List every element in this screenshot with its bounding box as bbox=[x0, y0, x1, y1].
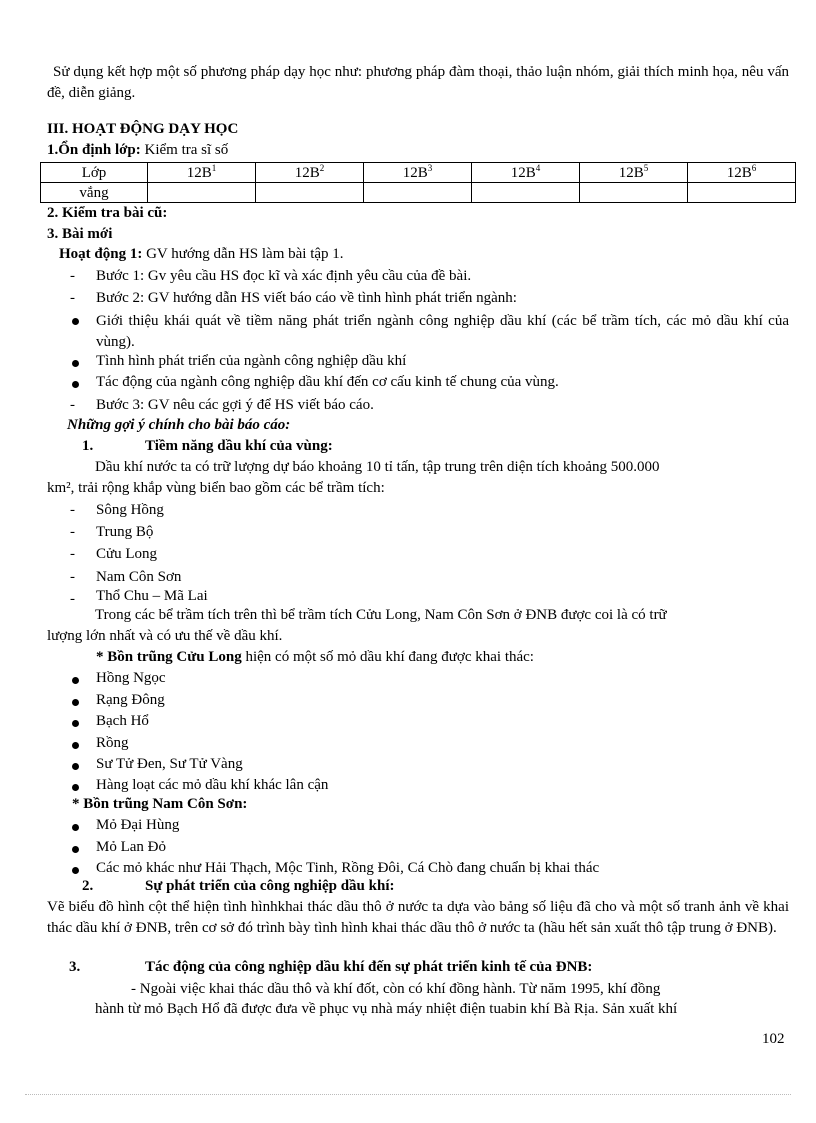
absent-row bbox=[41, 183, 796, 203]
basin-item: Nam Côn Sơn bbox=[96, 569, 182, 585]
dash-icon: - bbox=[70, 546, 75, 562]
part3-number: 3. bbox=[69, 959, 81, 975]
absent-label-cell: vắng bbox=[41, 183, 148, 203]
bullet-icon bbox=[72, 846, 79, 853]
page-number: 102 bbox=[762, 1031, 785, 1047]
bullet-icon bbox=[72, 318, 79, 325]
bullet-item: Giới thiệu khái quát về tiềm năng phát triển ngành công nghiệp dầu khí (các bể trầm tích, các mỏ dầu khí của vùng). bbox=[96, 313, 789, 350]
bullet-icon bbox=[72, 699, 79, 706]
new-lesson-heading: 3. Bài mới bbox=[47, 226, 113, 242]
namcon-heading: * Bồn trũng Nam Côn Sơn: bbox=[72, 796, 248, 812]
dash-icon: - bbox=[70, 268, 75, 284]
bullet-icon bbox=[72, 677, 79, 684]
bullet-icon bbox=[72, 763, 79, 770]
absent-cell bbox=[256, 183, 364, 203]
absent-cell bbox=[472, 183, 580, 203]
guide-title: Những gợi ý chính cho bài báo cáo: bbox=[67, 417, 291, 433]
part3-line2: hành từ mỏ Bạch Hổ đã được đưa về phục vụ nhà máy nhiệt điện tuabin khí Bà Rịa. Sản xuất khí bbox=[95, 1001, 678, 1017]
basin-item: Cửu Long bbox=[96, 546, 158, 562]
bullet-icon bbox=[72, 742, 79, 749]
absent-cell bbox=[580, 183, 688, 203]
dash-icon: - bbox=[70, 290, 75, 306]
bullet-icon bbox=[72, 381, 79, 388]
step-item: Bước 1: Gv yêu cầu HS đọc kĩ và xác định yêu cầu của đề bài. bbox=[96, 268, 472, 284]
bullet-icon bbox=[72, 784, 79, 791]
intro-paragraph: Sử dụng kết hợp một số phương pháp dạy học như: phương pháp đàm thoại, thảo luận nhóm, giải thích minh họa, nêu vấn đề, diễn giảng. bbox=[47, 64, 789, 101]
class-check-text: Kiểm tra sĩ số bbox=[140, 142, 229, 158]
absent-cell bbox=[148, 183, 256, 203]
part1-paragraph-line2: km², trải rộng khắp vùng biển bao gồm các bể trầm tích: bbox=[47, 480, 385, 496]
section-heading: III. HOẠT ĐỘNG DẠY HỌC bbox=[47, 121, 239, 137]
part1-number: 1. bbox=[82, 438, 94, 454]
class-cell: $12B^4$ bbox=[472, 163, 580, 183]
part2-paragraph: Vẽ biểu đồ hình cột thể hiện tình hìnhkhai thác dầu thô ở nước ta dựa vào bảng số liệu đã cho và một số tranh ảnh về khai thác dầu khí ở ĐNB, trên cơ sở đó trình bày tình hình khai thác dầu thô ở nước ta (hầu hết sản xuất thô tập trung ở ĐNB). bbox=[47, 899, 789, 936]
oilfield-item: Mỏ Đại Hùng bbox=[96, 817, 180, 833]
attendance-header-row bbox=[41, 163, 796, 183]
activity-line bbox=[59, 246, 344, 263]
oilfield-item: Hàng loạt các mỏ dầu khí khác lân cận bbox=[96, 777, 329, 793]
bullet-icon bbox=[72, 867, 79, 874]
step-item: Bước 3: GV nêu các gợi ý để HS viết báo cáo. bbox=[96, 397, 374, 413]
old-lesson-heading: 2. Kiểm tra bài cũ: bbox=[47, 205, 168, 221]
basin-item: Trung Bộ bbox=[96, 524, 154, 540]
class-check-label: 1.Ổn định lớp: bbox=[47, 142, 141, 158]
oilfield-item: Hồng Ngọc bbox=[96, 670, 166, 686]
absent-cell bbox=[364, 183, 472, 203]
part3-title: Tác động của công nghiệp dầu khí đến sự phát triển kinh tế của ĐNB: bbox=[145, 959, 593, 975]
basin-item: Thổ Chu – Mã Lai bbox=[96, 588, 208, 604]
bullet-item: Tình hình phát triển của ngành công nghiệp dầu khí bbox=[96, 353, 407, 369]
class-cell: $12B^3$ bbox=[364, 163, 472, 183]
activity-label: Hoạt động 1: bbox=[59, 246, 143, 262]
page-bottom-divider bbox=[25, 1094, 791, 1095]
cuulong-text: hiện có một số mỏ dầu khí đang được khai thác: bbox=[241, 649, 534, 665]
basin-note-line2: lượng lớn nhất và có ưu thế về dầu khí. bbox=[47, 628, 283, 644]
oilfield-item: Mỏ Lan Đỏ bbox=[96, 839, 166, 855]
dash-icon: - bbox=[70, 569, 75, 585]
absent-cell bbox=[688, 183, 796, 203]
oilfield-item: Bạch Hổ bbox=[96, 713, 149, 729]
step-item: Bước 2: GV hướng dẫn HS viết báo cáo về tình hình phát triển ngành: bbox=[96, 290, 517, 306]
basin-item: Sông Hồng bbox=[96, 502, 164, 518]
class-header-cell: Lớp bbox=[41, 163, 148, 183]
class-cell: $12B^5$ bbox=[580, 163, 688, 183]
bullet-icon bbox=[72, 720, 79, 727]
bullet-icon bbox=[72, 824, 79, 831]
class-cell: $12B^2$ bbox=[256, 163, 364, 183]
oilfield-item: Rồng bbox=[96, 735, 129, 751]
dash-icon: - bbox=[70, 397, 75, 413]
cuulong-line bbox=[96, 649, 534, 666]
part1-paragraph-line1: Dầu khí nước ta có trữ lượng dự báo khoảng 10 tỉ tấn, tập trung trên diện tích khoảng 500.000 bbox=[95, 459, 660, 475]
part1-title: Tiềm năng dầu khí của vùng: bbox=[145, 438, 333, 454]
class-check-line bbox=[47, 142, 228, 159]
activity-text: GV hướng dẫn HS làm bài tập 1. bbox=[142, 246, 344, 262]
cuulong-label: * Bồn trũng Cửu Long bbox=[96, 649, 242, 665]
bullet-item: Tác động của ngành công nghiệp dầu khí đến cơ cấu kinh tế chung của vùng. bbox=[96, 374, 559, 390]
part2-number: 2. bbox=[82, 878, 94, 894]
dash-icon: - bbox=[70, 591, 75, 607]
bullet-icon bbox=[72, 360, 79, 367]
oilfield-item: Các mỏ khác như Hải Thạch, Mộc Tinh, Rồng Đôi, Cá Chò đang chuẩn bị khai thác bbox=[96, 860, 600, 876]
basin-note-line1: Trong các bể trầm tích trên thì bể trầm tích Cửu Long, Nam Côn Sơn ở ĐNB được coi là có trữ bbox=[95, 607, 667, 623]
part2-title: Sự phát triển của công nghiệp dầu khí: bbox=[145, 878, 395, 894]
dash-icon: - bbox=[70, 502, 75, 518]
oilfield-item: Rạng Đông bbox=[96, 692, 165, 708]
class-cell: $12B^1$ bbox=[148, 163, 256, 183]
class-cell: $12B^6$ bbox=[688, 163, 796, 183]
attendance-table bbox=[40, 162, 796, 203]
dash-icon: - bbox=[70, 524, 75, 540]
part3-line1: - Ngoài việc khai thác dầu thô và khí đốt, còn có khí đồng hành. Từ năm 1995, khí đồng bbox=[131, 981, 661, 997]
oilfield-item: Sư Tử Đen, Sư Tử Vàng bbox=[96, 756, 243, 772]
